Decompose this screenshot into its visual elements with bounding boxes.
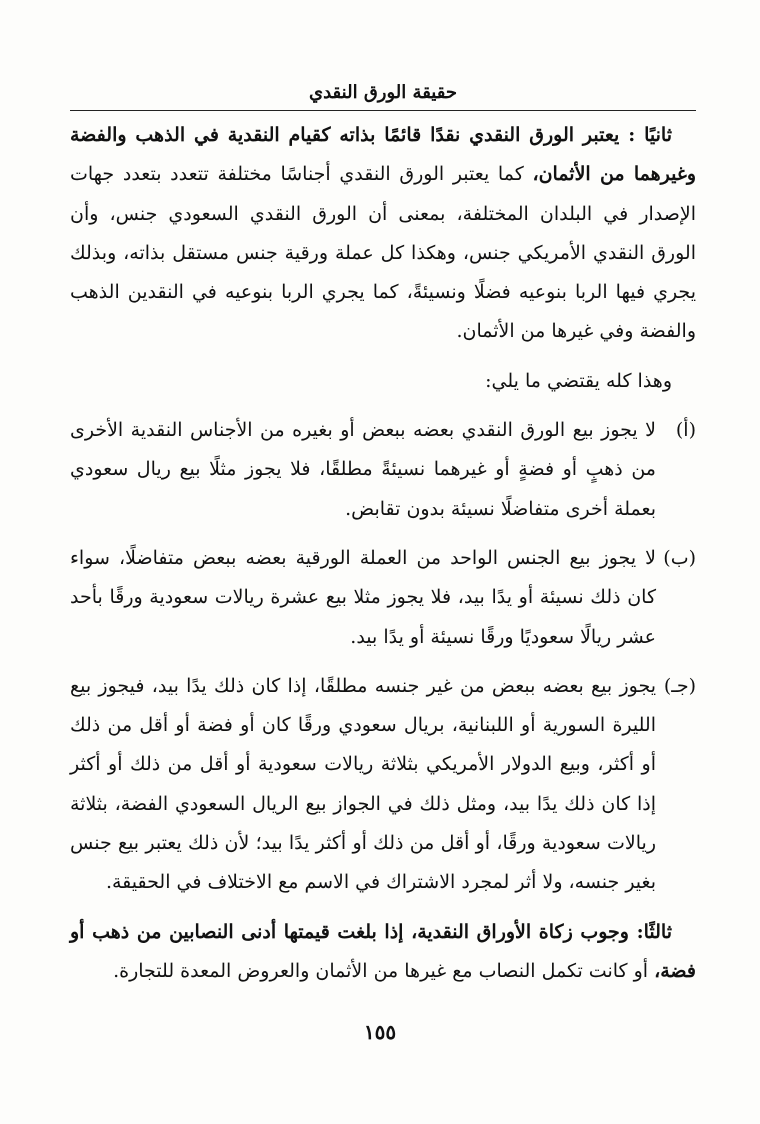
list-item-b bbox=[70, 539, 696, 657]
list-item-text: يجوز بيع بعضه ببعض من غير جنسه مطلقًا، إذا كان ذلك يدًا بيد، فيجوز بيع الليرة السورية أو اللبنانية، بريال سعودي ورقًا كان أو فضة أو أقل من ذلك أو أكثر، وبيع الدولار الأمريكي بثلاثة ريالات سعودية أو أقل من ذلك أو أكثر إذا كان ذلك يدًا بيد، ومثل ذلك في الجواز بيع الريال السعودي الفضة، بثلاثة ريالات سعودية ورقًا، أو أقل من ذلك أو أكثر يدًا بيد؛ لأن ذلك يعتبر بيع جنس بغير جنسه، ولا أثر لمجرد الاشتراك في الاسم مع الاختلاف في الحقيقة. bbox=[70, 674, 656, 894]
list-marker: (أ) bbox=[675, 419, 696, 442]
paragraph-third bbox=[70, 913, 696, 992]
list-marker: (ب) bbox=[663, 546, 696, 569]
list-item-text: لا يجوز بيع الورق النقدي بعضه ببعض أو بغيره من الأجناس النقدية الأخرى من ذهبٍ أو فضةٍ أو غيرهما نسيئةً مطلقًا، فلا يجوز مثلًا بيع ريال سعودي بعملة أخرى متفاضلًا نسيئة بدون تقابض. bbox=[70, 419, 656, 520]
page-number: ١٥٥ bbox=[363, 1020, 397, 1044]
list-marker: (جـ) bbox=[663, 674, 696, 697]
paragraph-intro: وهذا كله يقتضي ما يلي: bbox=[485, 369, 672, 392]
body-text bbox=[70, 116, 696, 1001]
paragraph-third-heading: ثالثًا: وجوب زكاة الأوراق النقدية، إذا بلغت قيمتها أدنى النصابين من ذهب أو فضة، bbox=[70, 920, 696, 982]
list-item-a bbox=[70, 411, 696, 529]
running-head: حقيقة الورق النقدي bbox=[309, 82, 457, 103]
paragraph-third-body: أو كانت تكمل النصاب مع غيرها من الأثمان والعروض المعدة للتجارة. bbox=[113, 959, 655, 982]
header-rule bbox=[70, 110, 696, 111]
list-item-c bbox=[70, 667, 696, 903]
paragraph-second bbox=[70, 116, 696, 352]
list-item-text: لا يجوز بيع الجنس الواحد من العملة الورقية بعضه ببعض متفاضلًا، سواء كان ذلك نسيئة أو يدًا بيد، فلا يجوز مثلا بيع عشرة ريالات سعودية ورقًا بأحد عشر ريالًا سعوديًا ورقًا نسيئة أو يدًا بيد. bbox=[70, 546, 656, 648]
paragraph-second-body: كما يعتبر الورق النقدي أجناسًا مختلفة تتعدد بتعدد جهات الإصدار في البلدان المختلفة، بمعنى أن الورق النقدي السعودي جنس، وأن الورق النقدي الأمريكي جنس، وهكذا كل عملة ورقية جنس مستقل بذاته، وبذلك يجري فيها الربا بنوعيه فضلًا ونسيئةً، كما يجري الربا بنوعيه في النقدين الذهب والفضة وفي غيرها من الأثمان. bbox=[70, 163, 696, 343]
paragraph-second-heading: ثانيًا : يعتبر الورق النقدي نقدًا قائمًا بذاته كقيام النقدية في الذهب والفضة وغيرهما من الأثمان، bbox=[70, 124, 696, 186]
